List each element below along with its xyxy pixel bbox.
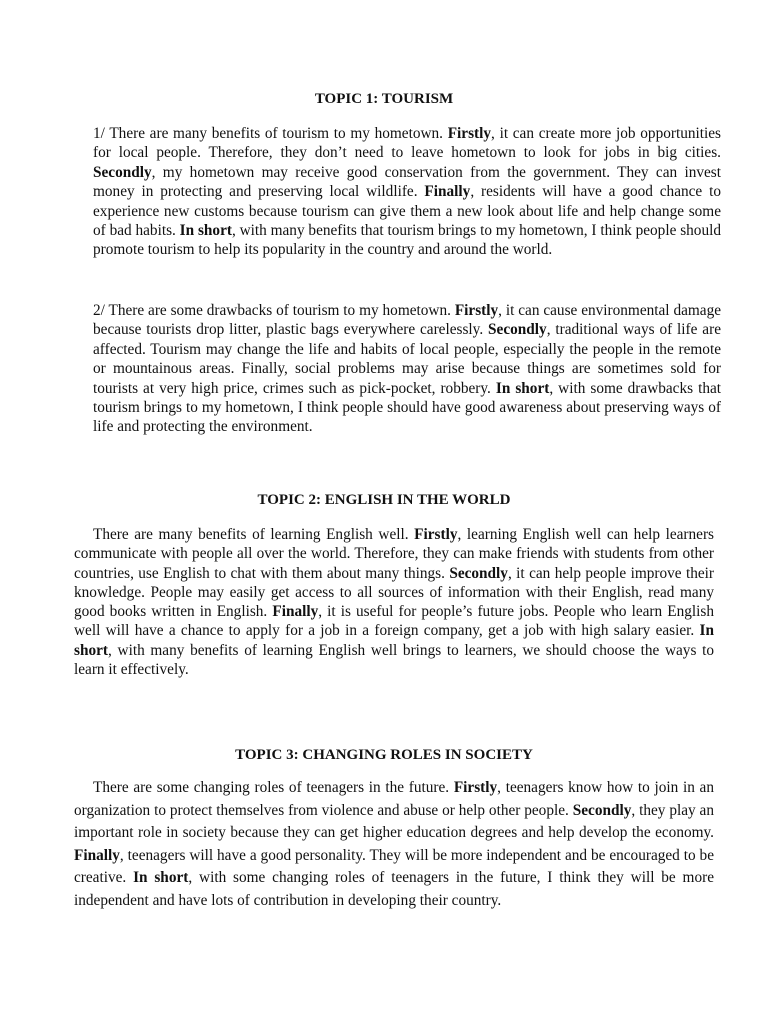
text-run: , with many benefits of learning English well brings to learners, we should choose the ways to learn it effectively. (74, 641, 714, 679)
topic1-heading: TOPIC 1: TOURISM (314, 91, 454, 107)
topic3-heading: TOPIC 3: CHANGING ROLES IN SOCIETY (235, 747, 533, 763)
text-run: 1/ There are many benefits of tourism to my hometown. (93, 125, 448, 142)
connector-secondly: Secondly (572, 801, 632, 819)
text-run: , teenagers know how to join in an organization to protect themselves from violence and abuse or help other people. (74, 779, 714, 819)
text-run: , it can cause environmental damage because tourists drop litter, plastic bags everywhere carelessly. (93, 302, 722, 339)
topic1-paragraph-drawbacks (93, 301, 721, 437)
connector-secondly: Secondly (488, 321, 547, 339)
connector-in-short: In short (74, 622, 714, 659)
connector-firstly: Firstly (414, 526, 458, 543)
text-run: , it can help people improve their knowledge. People may easily get access to all sources of information with their English, read many good books written in English. (74, 564, 714, 621)
connector-finally: Finally (424, 183, 471, 201)
connector-finally: Finally (272, 603, 319, 621)
text-run: There are many benefits of learning English well. (93, 526, 415, 543)
text-run: , with some drawbacks that tourism brings to my hometown, I think people should have good awareness about preserving ways of life and protecting the environment. (93, 379, 722, 436)
text-run: , teenagers will have a good personality. They will be more independent and be encouraged to be creative. (74, 846, 714, 887)
topic2-heading: TOPIC 2: ENGLISH IN THE WORLD (257, 492, 511, 508)
text-run: , with some changing roles of teenagers in the future, I think they will be more independent and have lots of contribution in developing their country. (74, 869, 714, 909)
topic2-paragraph (74, 525, 714, 679)
topic1-paragraph-benefits (93, 124, 721, 260)
connector-in-short: In short (495, 379, 550, 397)
text-run: There are some changing roles of teenagers in the future. (93, 779, 454, 796)
text-run: , traditional ways of life are affected. Tourism may change the life and habits of local people, especially the people in the remote or mountainous areas. Finally, social problems may arise because things are sometimes sold for tourists at very high price, crimes such as pick-pocket, robbery. (93, 321, 721, 397)
text-run: 2/ There are some drawbacks of tourism to my hometown. (93, 302, 455, 319)
text-run: , my hometown may receive good conservation from the government. They can invest money in protecting and preserving local wildlife. (93, 163, 721, 201)
connector-secondly: Secondly (449, 564, 508, 582)
text-run: , learning English well can help learners communicate with people all over the world. Therefore, they can make friends with students from other countries, use English to chat with them about many things. (74, 526, 714, 582)
connector-firstly: Firstly (454, 302, 499, 319)
connector-finally: Finally (74, 846, 120, 864)
text-run: , they play an important role in society because they can get higher education degrees and help develop the economy. (74, 801, 714, 842)
connector-firstly: Firstly (453, 779, 498, 796)
text-run: , residents will have a good chance to experience new customs because tourism can give them a new look about life and help change some of bad habits. (93, 183, 721, 240)
connector-in-short: In short (133, 869, 189, 887)
connector-firstly: Firstly (447, 125, 492, 142)
topic3-paragraph (74, 777, 714, 913)
connector-in-short: In short (179, 222, 232, 240)
connector-secondly: Secondly (93, 163, 152, 181)
text-run: , with many benefits that tourism brings to my hometown, I think people should promote tourism to help its popularity in the country and around the world. (93, 222, 721, 259)
text-run: , it can create more job opportunities for local people. Therefore, they don’t need to leave hometown to look for jobs in big cities. (93, 125, 721, 162)
text-run: , it is useful for people’s future jobs. People who learn English well will have a chance to apply for a job in a foreign company, get a job with high salary easier. (74, 603, 714, 640)
